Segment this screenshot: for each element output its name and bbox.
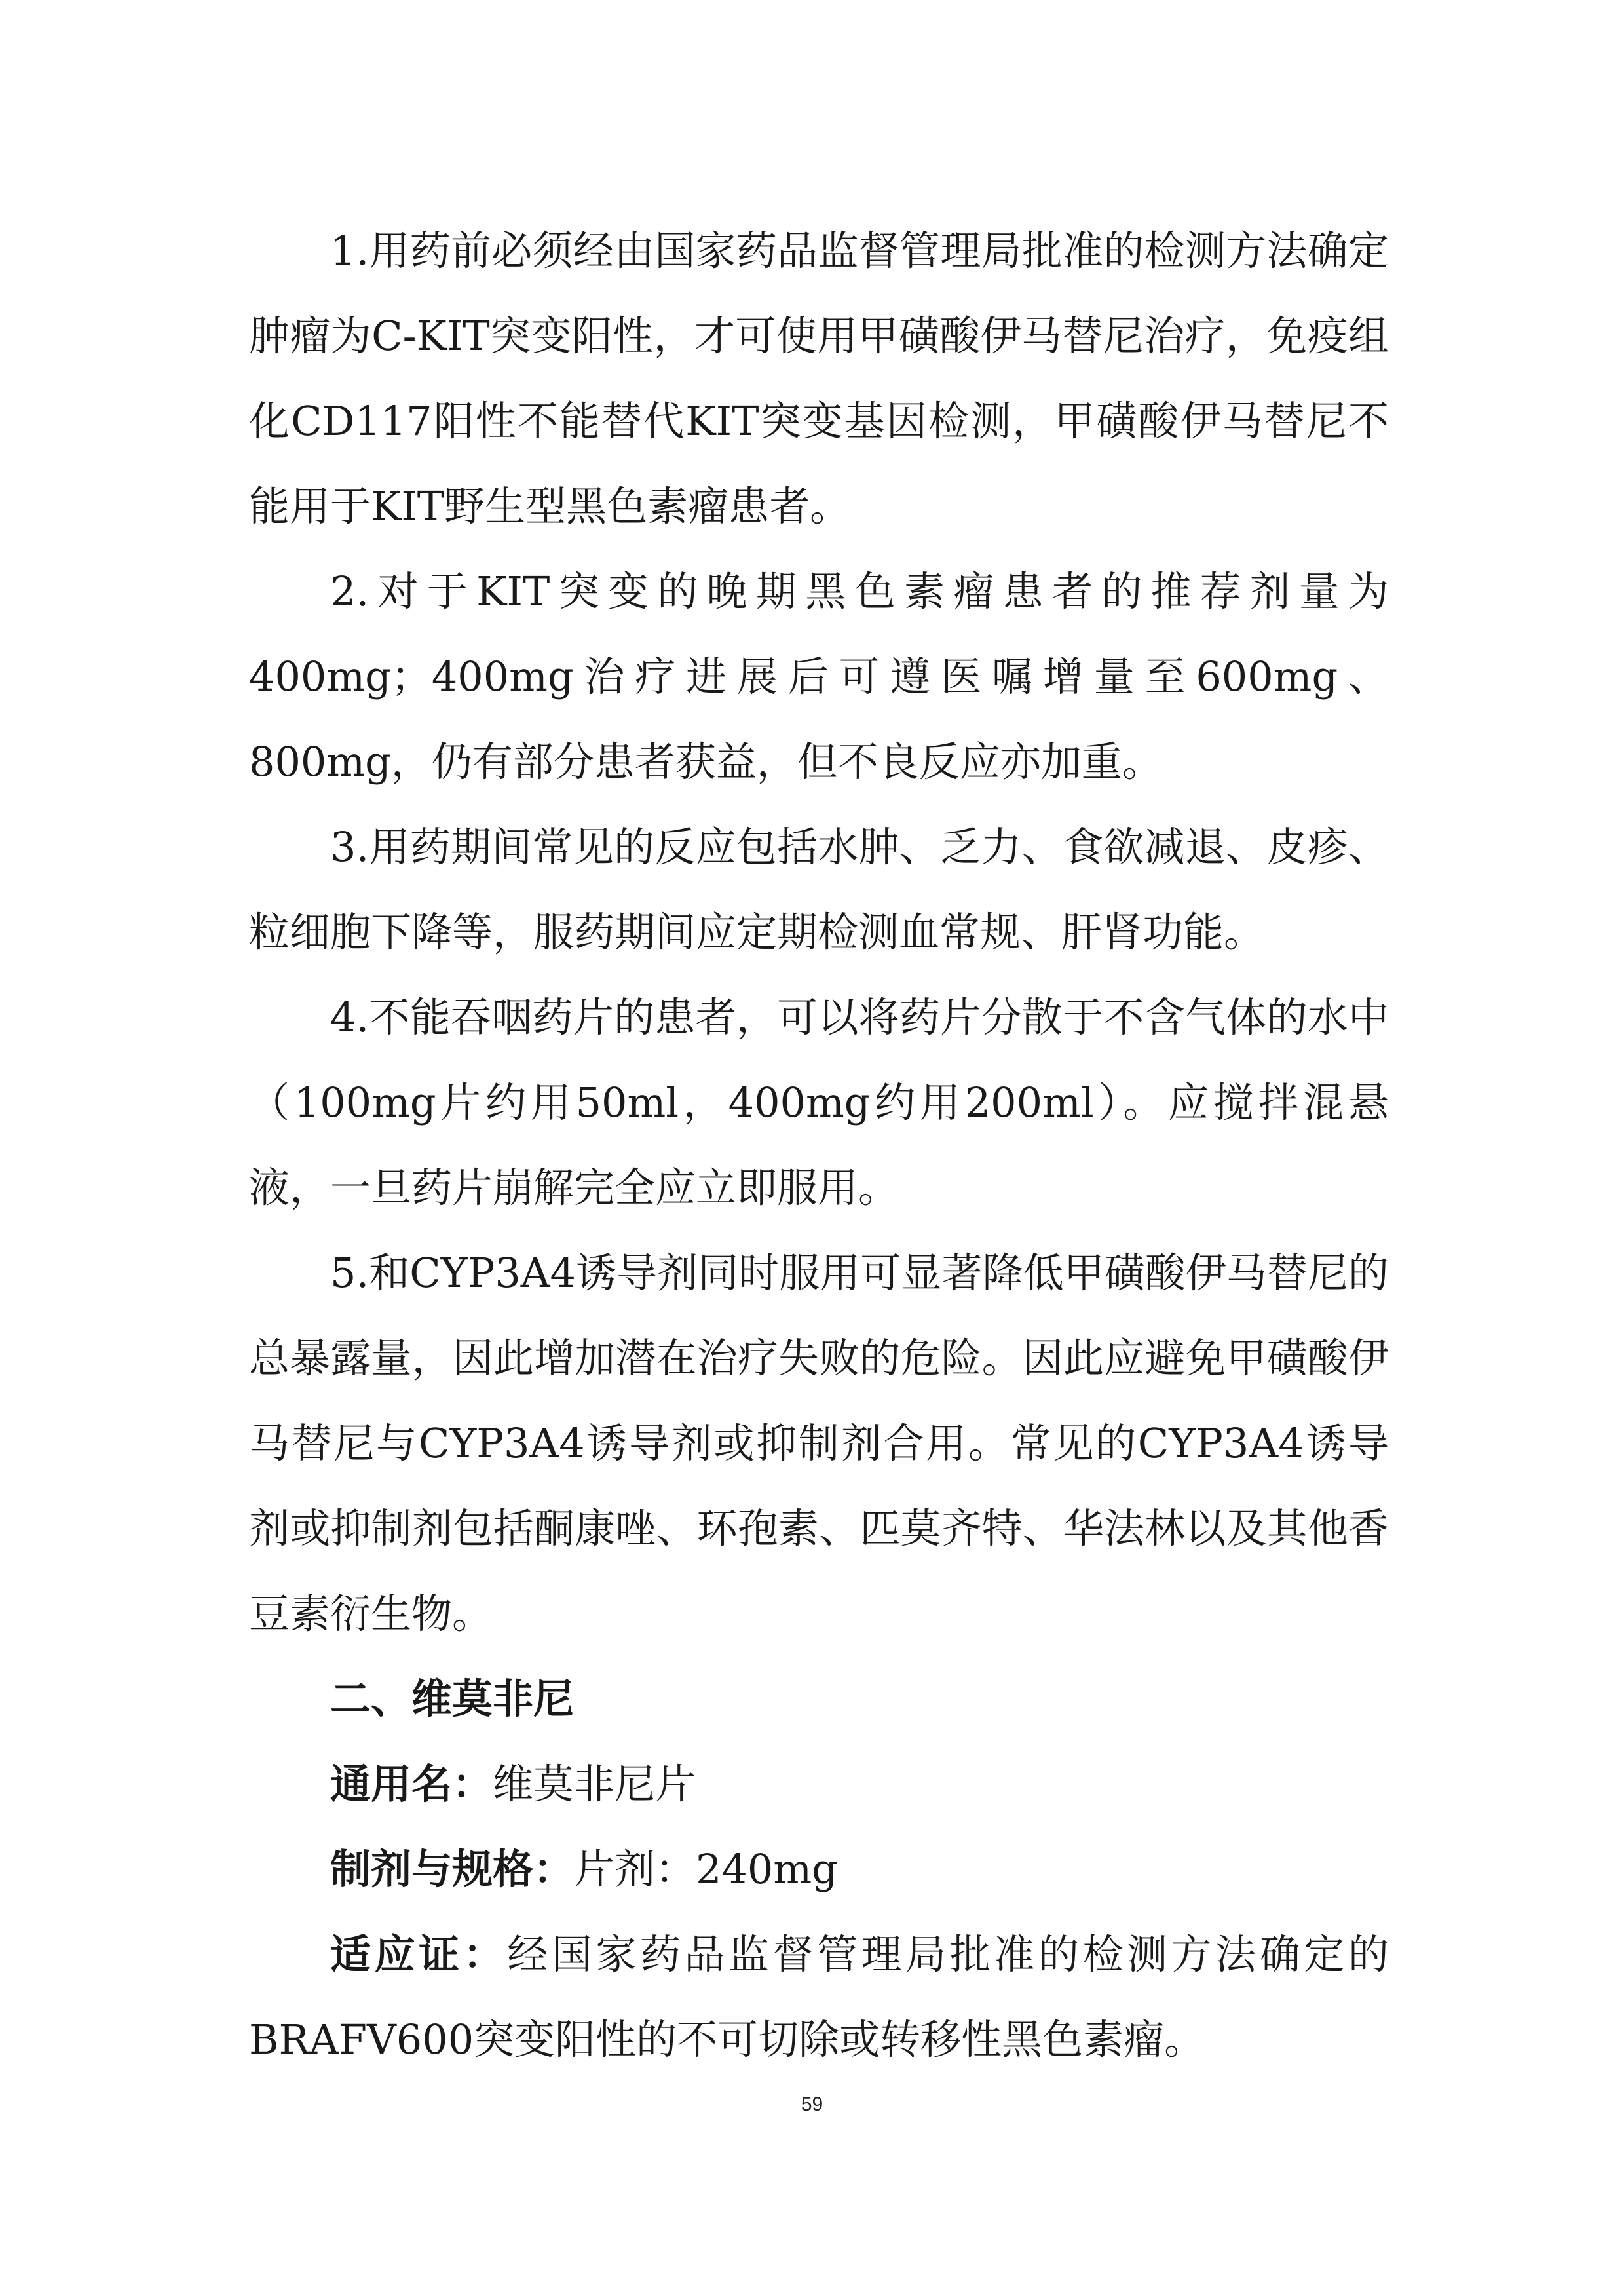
field-indication xyxy=(249,1912,1389,2082)
page-number: 59 xyxy=(801,2094,823,2115)
paragraph-5: 5.和CYP3A4诱导剂同时服用可显著降低甲磺酸伊马替尼的总暴露量，因此增加潜在治疗失败的危险。因此应避免甲磺酸伊马替尼与CYP3A4诱导剂或抑制剂合用。常见的CYP3A4诱导剂或抑制剂包括酮康唑、环孢素、匹莫齐特、华法林以及其他香豆素衍生物。 xyxy=(249,1249,1389,1637)
paragraph-1: 1.用药前必须经由国家药品监督管理局批准的检测方法确定肿瘤为C-KIT突变阳性，才可使用甲磺酸伊马替尼治疗，免疫组化CD117阳性不能替代KIT突变基因检测，甲磺酸伊马替尼不能用于KIT野生型黑色素瘤患者。 xyxy=(249,227,1389,530)
field-value: 片剂：240mg xyxy=(574,1845,838,1893)
field-value: 经国家药品监督管理局批准的检测方法确定的BRAFV600突变阳性的不可切除或转移性黑色素瘤。 xyxy=(249,1930,1389,2063)
field-generic-name xyxy=(249,1742,1389,1827)
field-label: 通用名： xyxy=(330,1760,493,1808)
paragraph-2: 2.对于KIT突变的晚期黑色素瘤患者的推荐剂量为400mg；400mg治疗进展后可遵医嘱增量至600mg、800mg，仍有部分患者获益，但不良反应亦加重。 xyxy=(249,567,1389,786)
paragraph-4: 4.不能吞咽药片的患者，可以将药片分散于不含气体的水中（100mg片约用50ml，400mg约用200ml）。应搅拌混悬液，一旦药片崩解完全应立即服用。 xyxy=(249,993,1389,1212)
field-dosage-form xyxy=(249,1827,1389,1912)
field-value: 维莫非尼片 xyxy=(493,1760,696,1808)
field-label: 适应证： xyxy=(330,1930,508,1978)
section-heading: 二、维莫非尼 xyxy=(330,1675,575,1723)
paragraph-3: 3.用药期间常见的反应包括水肿、乏力、食欲减退、皮疹、粒细胞下降等，服药期间应定期检测血常规、肝肾功能。 xyxy=(249,823,1389,956)
field-label: 制剂与规格： xyxy=(330,1845,575,1893)
